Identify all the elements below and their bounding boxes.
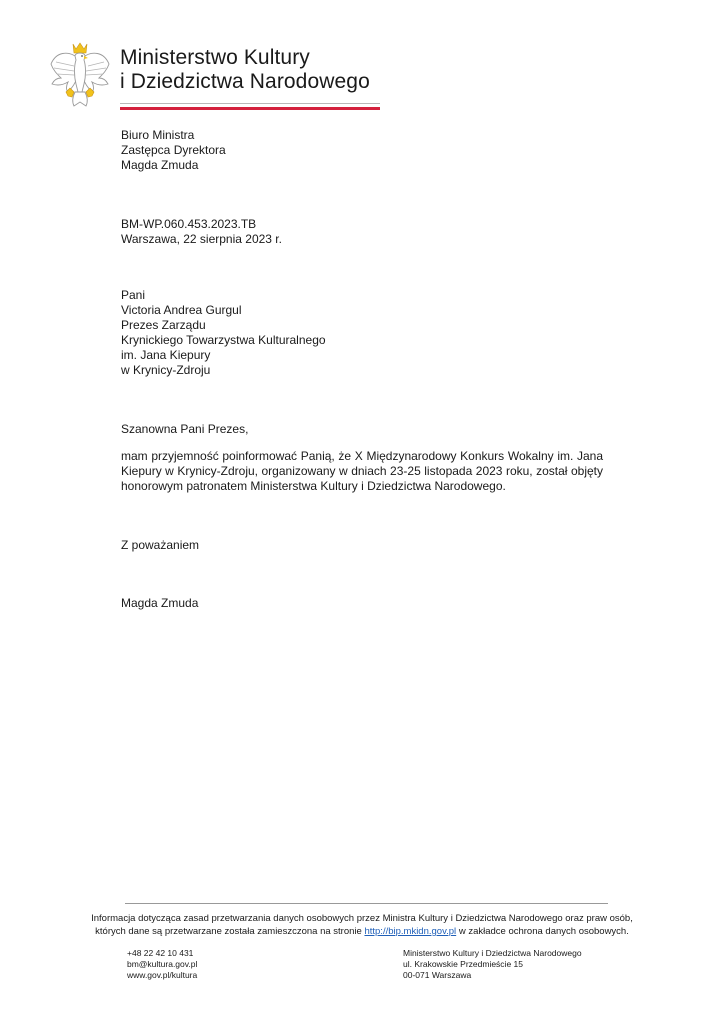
salutation: [121, 422, 248, 437]
signature: [121, 596, 198, 611]
sender-block: [121, 128, 226, 173]
privacy-notice: [60, 912, 664, 938]
privacy-line2-after: w zakładce ochrona danych osobowych.: [458, 926, 629, 937]
privacy-line2-before: których dane są przetwarzane została zamieszczona na stronie: [95, 926, 362, 937]
recipient-block: [121, 288, 326, 378]
sender-position: Zastępca Dyrektora: [121, 143, 226, 157]
ministry-name-line1: Ministerstwo Kultury: [120, 46, 310, 69]
phone-number: +48 22 42 10 431: [127, 948, 194, 958]
flag-divider: [120, 103, 380, 110]
bip-link[interactable]: http://bip.mkidn.gov.pl: [364, 926, 457, 937]
privacy-line2: [60, 925, 664, 938]
privacy-line1: Informacja dotycząca zasad przetwarzania danych osobowych przez Ministra Kultury i Dziedzictwa Narodowego oraz praw osób,: [91, 913, 633, 924]
polish-eagle-emblem-icon: [48, 40, 112, 112]
sender-name: Magda Zmuda: [121, 158, 199, 172]
ministry-name-line2: i Dziedzictwa Narodowego: [120, 70, 370, 93]
closing: [121, 538, 199, 553]
contact-details: [127, 948, 197, 981]
reference-number: BM-WP.060.453.2023.TB: [121, 217, 257, 231]
closing-text: Z poważaniem: [121, 538, 200, 552]
signature-name: Magda Zmuda: [121, 596, 199, 610]
website-address: www.gov.pl/kultura: [127, 970, 198, 980]
place-date: Warszawa, 22 sierpnia 2023 r.: [121, 232, 282, 246]
ministry-name: [120, 46, 370, 94]
address-org: Ministerstwo Kultury i Dziedzictwa Narodowego: [403, 948, 582, 958]
recipient-line: Prezes Zarządu: [121, 318, 206, 332]
email-address: bm@kultura.gov.pl: [127, 959, 198, 969]
recipient-line: im. Jana Kiepury: [121, 348, 211, 362]
recipient-line: Victoria Andrea Gurgul: [121, 303, 242, 317]
address-city: 00-071 Warszawa: [403, 970, 472, 980]
recipient-line: Krynickiego Towarzystwa Kulturalnego: [121, 333, 326, 347]
address-street: ul. Krakowskie Przedmieście 15: [403, 959, 523, 969]
recipient-line: Pani: [121, 288, 146, 302]
flag-divider-grey: [120, 103, 380, 104]
flag-divider-red: [120, 107, 380, 110]
sender-office: Biuro Ministra: [121, 128, 195, 142]
reference-block: [121, 217, 282, 247]
footer-divider: [125, 903, 608, 904]
recipient-line: w Krynicy-Zdroju: [121, 363, 211, 377]
salutation-text: Szanowna Pani Prezes,: [121, 422, 249, 436]
letter-body: mam przyjemność poinformować Panią, że X Międzynarodowy Konkurs Wokalny im. Jana Kiepury w Krynicy-Zdroju, organizowany w dniach 23-25 listopada 2023 roku, został objęty honorowym patronatem Ministerstwa Kultury i Dziedzictwa Narodowego.: [121, 449, 603, 493]
postal-address: [403, 948, 582, 981]
